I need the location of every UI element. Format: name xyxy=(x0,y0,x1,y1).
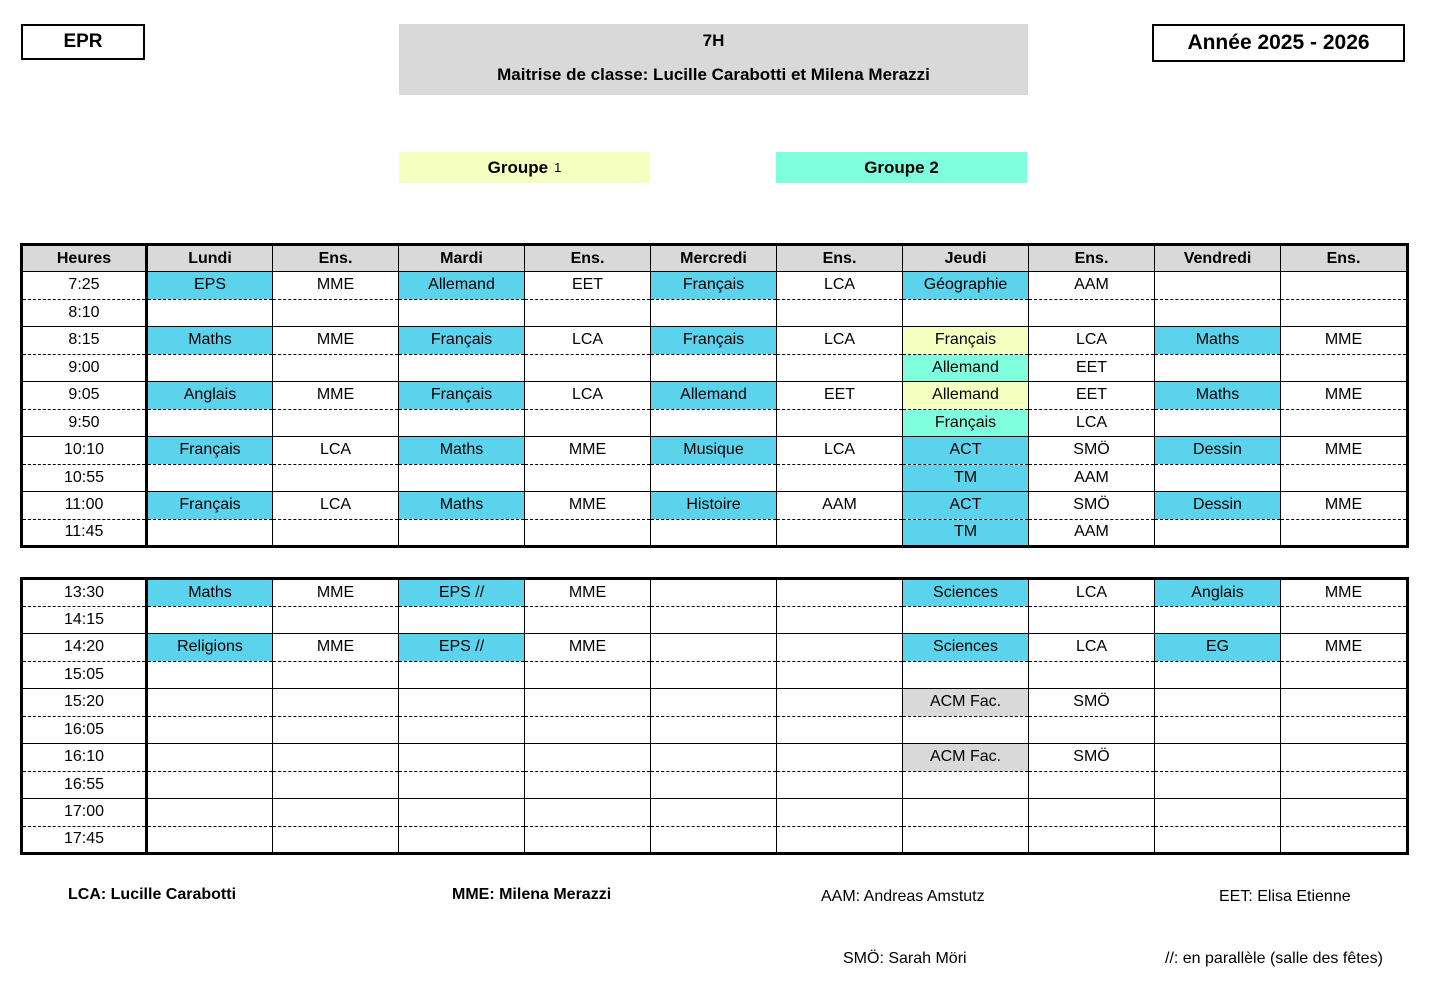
group-1-legend xyxy=(399,152,650,183)
subject-cell: Géographie xyxy=(903,272,1029,300)
subject-cell: Français xyxy=(651,327,777,355)
subject-cell: Maths xyxy=(399,437,525,465)
time-cell: 16:55 xyxy=(22,771,147,799)
teacher-cell xyxy=(777,744,903,772)
legend-parallel: //: en parallèle (salle des fêtes) xyxy=(1165,950,1383,967)
time-cell: 14:20 xyxy=(22,634,147,662)
subject-cell xyxy=(399,826,525,854)
column-header: Jeudi xyxy=(903,245,1029,272)
subject-cell: TM xyxy=(903,519,1029,547)
subject-cell xyxy=(147,519,273,547)
subject-cell xyxy=(147,826,273,854)
subject-cell: EPS // xyxy=(399,634,525,662)
teacher-cell: MME xyxy=(1281,579,1408,607)
teacher-cell xyxy=(1281,661,1408,689)
subject-cell: Français xyxy=(399,327,525,355)
subject-cell xyxy=(147,606,273,634)
time-cell: 9:05 xyxy=(22,382,147,410)
subject-cell: Maths xyxy=(147,579,273,607)
subject-cell: Français xyxy=(903,409,1029,437)
teacher-cell xyxy=(273,689,399,717)
teacher-cell xyxy=(273,771,399,799)
subject-cell xyxy=(903,606,1029,634)
teacher-cell xyxy=(777,826,903,854)
subject-cell xyxy=(651,354,777,382)
teacher-cell xyxy=(525,299,651,327)
teacher-cell xyxy=(1281,716,1408,744)
teacher-cell xyxy=(1281,799,1408,827)
schedule-header-row xyxy=(22,245,1408,272)
subject-cell xyxy=(399,464,525,492)
teacher-cell xyxy=(1029,716,1155,744)
subject-cell: Français xyxy=(147,492,273,520)
subject-cell xyxy=(1155,519,1281,547)
subject-cell xyxy=(147,689,273,717)
teacher-cell xyxy=(1029,799,1155,827)
group-1-label: Groupe xyxy=(487,157,549,177)
column-header: Heures xyxy=(22,245,147,272)
teacher-cell: LCA xyxy=(525,382,651,410)
subject-cell xyxy=(399,661,525,689)
teacher-cell xyxy=(777,519,903,547)
teacher-cell xyxy=(1281,409,1408,437)
subject-cell xyxy=(903,716,1029,744)
schedule-row xyxy=(22,382,1408,410)
subject-cell: Musique xyxy=(651,437,777,465)
subject-cell: Anglais xyxy=(147,382,273,410)
schedule-row xyxy=(22,437,1408,465)
time-cell: 11:00 xyxy=(22,492,147,520)
teacher-cell xyxy=(1029,826,1155,854)
teacher-cell: LCA xyxy=(1029,634,1155,662)
group-1-number: 1 xyxy=(554,160,562,175)
subject-cell xyxy=(903,661,1029,689)
subject-cell xyxy=(399,744,525,772)
teacher-cell xyxy=(1281,771,1408,799)
subject-cell xyxy=(147,716,273,744)
subject-cell: Maths xyxy=(1155,382,1281,410)
subject-cell xyxy=(1155,299,1281,327)
subject-cell: Français xyxy=(147,437,273,465)
teacher-cell xyxy=(525,799,651,827)
teacher-cell xyxy=(273,826,399,854)
time-cell: 14:15 xyxy=(22,606,147,634)
subject-cell: EPS // xyxy=(399,579,525,607)
legend-smo: SMÖ: Sarah Möri xyxy=(843,950,967,967)
subject-cell xyxy=(651,799,777,827)
subject-cell: ACM Fac. xyxy=(903,744,1029,772)
teacher-cell: LCA xyxy=(1029,327,1155,355)
teacher-cell: EET xyxy=(1029,354,1155,382)
subject-cell xyxy=(147,464,273,492)
subject-cell: EPS xyxy=(147,272,273,300)
time-cell: 8:10 xyxy=(22,299,147,327)
school-year: Année 2025 - 2026 xyxy=(1187,31,1370,54)
teacher-cell xyxy=(525,354,651,382)
subject-cell: Anglais xyxy=(1155,579,1281,607)
group-2-legend xyxy=(776,152,1027,183)
subject-cell: Maths xyxy=(1155,327,1281,355)
teacher-cell xyxy=(1281,744,1408,772)
teacher-cell xyxy=(273,519,399,547)
teacher-cell xyxy=(1281,826,1408,854)
teacher-cell xyxy=(273,661,399,689)
teacher-cell xyxy=(273,606,399,634)
time-cell: 11:45 xyxy=(22,519,147,547)
subject-cell xyxy=(399,771,525,799)
teacher-cell xyxy=(1281,354,1408,382)
subject-cell xyxy=(903,799,1029,827)
schedule-row xyxy=(22,492,1408,520)
class-leaders: Maitrise de classe: Lucille Carabotti et Milena Merazzi xyxy=(497,65,930,84)
teacher-cell xyxy=(1029,661,1155,689)
teacher-cell xyxy=(1281,299,1408,327)
column-header: Ens. xyxy=(1281,245,1408,272)
subject-cell xyxy=(651,744,777,772)
subject-cell xyxy=(1155,826,1281,854)
subject-cell: Religions xyxy=(147,634,273,662)
subject-cell xyxy=(651,519,777,547)
time-cell: 15:20 xyxy=(22,689,147,717)
subject-cell: Allemand xyxy=(399,272,525,300)
teacher-cell xyxy=(273,299,399,327)
column-header: Ens. xyxy=(525,245,651,272)
subject-cell xyxy=(399,354,525,382)
teacher-cell: MME xyxy=(1281,634,1408,662)
teacher-cell xyxy=(273,799,399,827)
teacher-cell xyxy=(1281,464,1408,492)
column-header: Lundi xyxy=(147,245,273,272)
teacher-cell: MME xyxy=(525,437,651,465)
subject-cell: Maths xyxy=(399,492,525,520)
subject-cell: ACT xyxy=(903,437,1029,465)
teacher-cell: EET xyxy=(777,382,903,410)
teacher-cell xyxy=(525,464,651,492)
teacher-cell xyxy=(777,354,903,382)
teacher-cell xyxy=(273,744,399,772)
subject-cell xyxy=(651,464,777,492)
teacher-cell: MME xyxy=(525,634,651,662)
schedule-row xyxy=(22,464,1408,492)
subject-cell xyxy=(651,299,777,327)
schedule-row xyxy=(22,826,1408,854)
legend-aam: AAM: Andreas Amstutz xyxy=(821,888,985,905)
subject-cell xyxy=(651,661,777,689)
time-cell: 7:25 xyxy=(22,272,147,300)
teacher-cell: SMÖ xyxy=(1029,437,1155,465)
subject-cell xyxy=(399,409,525,437)
subject-cell xyxy=(1155,354,1281,382)
teacher-cell: SMÖ xyxy=(1029,744,1155,772)
subject-cell xyxy=(147,744,273,772)
subject-cell: Allemand xyxy=(903,354,1029,382)
subject-cell xyxy=(1155,771,1281,799)
subject-cell xyxy=(1155,744,1281,772)
teacher-cell xyxy=(1281,272,1408,300)
subject-cell: Français xyxy=(651,272,777,300)
time-cell: 10:55 xyxy=(22,464,147,492)
teacher-cell xyxy=(525,661,651,689)
teacher-cell xyxy=(777,409,903,437)
teacher-cell: AAM xyxy=(1029,519,1155,547)
column-header: Ens. xyxy=(1029,245,1155,272)
subject-cell xyxy=(1155,409,1281,437)
schedule-row xyxy=(22,744,1408,772)
subject-cell: ACM Fac. xyxy=(903,689,1029,717)
teacher-cell: LCA xyxy=(777,437,903,465)
column-header: Mardi xyxy=(399,245,525,272)
subject-cell xyxy=(1155,716,1281,744)
subject-cell xyxy=(903,826,1029,854)
subject-cell xyxy=(651,579,777,607)
subject-cell: EG xyxy=(1155,634,1281,662)
teacher-cell xyxy=(1029,771,1155,799)
time-cell: 13:30 xyxy=(22,579,147,607)
teacher-cell: MME xyxy=(1281,437,1408,465)
time-cell: 16:05 xyxy=(22,716,147,744)
subject-cell xyxy=(1155,464,1281,492)
subject-cell xyxy=(651,716,777,744)
time-cell: 10:10 xyxy=(22,437,147,465)
subject-cell: ACT xyxy=(903,492,1029,520)
subject-cell xyxy=(399,689,525,717)
subject-cell: Dessin xyxy=(1155,492,1281,520)
teacher-cell xyxy=(777,464,903,492)
schedule-row xyxy=(22,661,1408,689)
teacher-cell: MME xyxy=(273,272,399,300)
subject-cell: Maths xyxy=(147,327,273,355)
teacher-cell: LCA xyxy=(777,327,903,355)
teacher-cell xyxy=(525,771,651,799)
legend-mme: MME: Milena Merazzi xyxy=(452,886,612,903)
subject-cell xyxy=(651,606,777,634)
teacher-cell: MME xyxy=(1281,327,1408,355)
schedule-row xyxy=(22,519,1408,547)
subject-cell xyxy=(651,634,777,662)
teacher-cell xyxy=(1281,689,1408,717)
subject-cell xyxy=(147,799,273,827)
legend-lca: LCA: Lucille Carabotti xyxy=(68,886,237,903)
schedule-row xyxy=(22,409,1408,437)
time-cell: 17:00 xyxy=(22,799,147,827)
subject-cell xyxy=(1155,799,1281,827)
schedule-row xyxy=(22,327,1408,355)
class-header xyxy=(399,24,1028,95)
teacher-cell: AAM xyxy=(1029,464,1155,492)
school-code: EPR xyxy=(63,31,103,52)
subject-cell xyxy=(399,519,525,547)
teacher-cell: MME xyxy=(525,492,651,520)
subject-cell: TM xyxy=(903,464,1029,492)
time-cell: 9:00 xyxy=(22,354,147,382)
subject-cell: Français xyxy=(399,382,525,410)
schedule-row xyxy=(22,634,1408,662)
school-code-box xyxy=(21,24,145,60)
time-cell: 8:15 xyxy=(22,327,147,355)
teacher-cell: EET xyxy=(1029,382,1155,410)
subject-cell xyxy=(399,299,525,327)
teacher-cell: SMÖ xyxy=(1029,492,1155,520)
subject-cell xyxy=(903,771,1029,799)
subject-cell xyxy=(147,771,273,799)
school-year-box xyxy=(1152,24,1405,62)
teacher-cell: SMÖ xyxy=(1029,689,1155,717)
schedule-row xyxy=(22,579,1408,607)
subject-cell: Français xyxy=(903,327,1029,355)
teacher-cell: MME xyxy=(273,327,399,355)
teacher-cell xyxy=(525,689,651,717)
teacher-cell xyxy=(273,464,399,492)
subject-cell xyxy=(147,354,273,382)
teacher-cell xyxy=(777,771,903,799)
schedule-row xyxy=(22,272,1408,300)
teacher-cell: MME xyxy=(1281,492,1408,520)
subject-cell xyxy=(1155,661,1281,689)
teacher-cell xyxy=(525,744,651,772)
time-cell: 15:05 xyxy=(22,661,147,689)
teacher-cell: LCA xyxy=(1029,409,1155,437)
schedule-row xyxy=(22,606,1408,634)
subject-cell xyxy=(1155,606,1281,634)
time-cell: 17:45 xyxy=(22,826,147,854)
subject-cell xyxy=(651,409,777,437)
column-header: Mercredi xyxy=(651,245,777,272)
subject-cell xyxy=(147,409,273,437)
teacher-cell xyxy=(525,826,651,854)
subject-cell: Allemand xyxy=(903,382,1029,410)
subject-cell xyxy=(903,299,1029,327)
afternoon-schedule-table xyxy=(20,577,1409,855)
schedule-row xyxy=(22,689,1408,717)
teacher-cell: AAM xyxy=(777,492,903,520)
subject-cell xyxy=(651,771,777,799)
schedule-row xyxy=(22,299,1408,327)
teacher-cell: MME xyxy=(1281,382,1408,410)
teacher-cell: MME xyxy=(273,579,399,607)
teacher-cell xyxy=(1281,519,1408,547)
subject-cell xyxy=(651,826,777,854)
teacher-cell xyxy=(777,606,903,634)
subject-cell: Sciences xyxy=(903,579,1029,607)
schedule-row xyxy=(22,716,1408,744)
teacher-cell xyxy=(777,799,903,827)
teacher-cell xyxy=(525,716,651,744)
subject-cell xyxy=(147,661,273,689)
teacher-cell xyxy=(1029,606,1155,634)
teacher-cell: MME xyxy=(273,382,399,410)
teacher-cell xyxy=(1029,299,1155,327)
column-header: Ens. xyxy=(777,245,903,272)
teacher-cell: LCA xyxy=(525,327,651,355)
schedule-row xyxy=(22,771,1408,799)
group-2-label: Groupe 2 xyxy=(864,157,939,177)
time-cell: 9:50 xyxy=(22,409,147,437)
teacher-cell xyxy=(777,661,903,689)
teacher-cell: LCA xyxy=(273,492,399,520)
teacher-cell: MME xyxy=(525,579,651,607)
class-name: 7H xyxy=(702,31,725,50)
column-header: Vendredi xyxy=(1155,245,1281,272)
schedule-row xyxy=(22,799,1408,827)
teacher-cell xyxy=(273,716,399,744)
teacher-cell xyxy=(1281,606,1408,634)
teacher-cell xyxy=(525,409,651,437)
teacher-cell xyxy=(777,579,903,607)
schedule-row xyxy=(22,354,1408,382)
teacher-cell xyxy=(525,519,651,547)
teacher-cell xyxy=(273,354,399,382)
morning-schedule-table xyxy=(20,243,1409,548)
subject-cell xyxy=(399,799,525,827)
teacher-cell: LCA xyxy=(777,272,903,300)
subject-cell: Dessin xyxy=(1155,437,1281,465)
subject-cell xyxy=(651,689,777,717)
teacher-cell xyxy=(777,299,903,327)
subject-cell xyxy=(1155,272,1281,300)
legend-eet: EET: Elisa Etienne xyxy=(1219,888,1351,905)
column-header: Ens. xyxy=(273,245,399,272)
subject-cell xyxy=(1155,689,1281,717)
teacher-cell: LCA xyxy=(1029,579,1155,607)
teacher-cell xyxy=(525,606,651,634)
subject-cell: Histoire xyxy=(651,492,777,520)
teacher-cell: AAM xyxy=(1029,272,1155,300)
teacher-cell: MME xyxy=(273,634,399,662)
teacher-cell xyxy=(777,634,903,662)
teacher-cell xyxy=(777,716,903,744)
subject-cell xyxy=(399,606,525,634)
subject-cell xyxy=(147,299,273,327)
teacher-cell: EET xyxy=(525,272,651,300)
teacher-cell xyxy=(273,409,399,437)
teacher-cell: LCA xyxy=(273,437,399,465)
subject-cell: Allemand xyxy=(651,382,777,410)
teacher-cell xyxy=(777,689,903,717)
subject-cell xyxy=(399,716,525,744)
subject-cell: Sciences xyxy=(903,634,1029,662)
time-cell: 16:10 xyxy=(22,744,147,772)
